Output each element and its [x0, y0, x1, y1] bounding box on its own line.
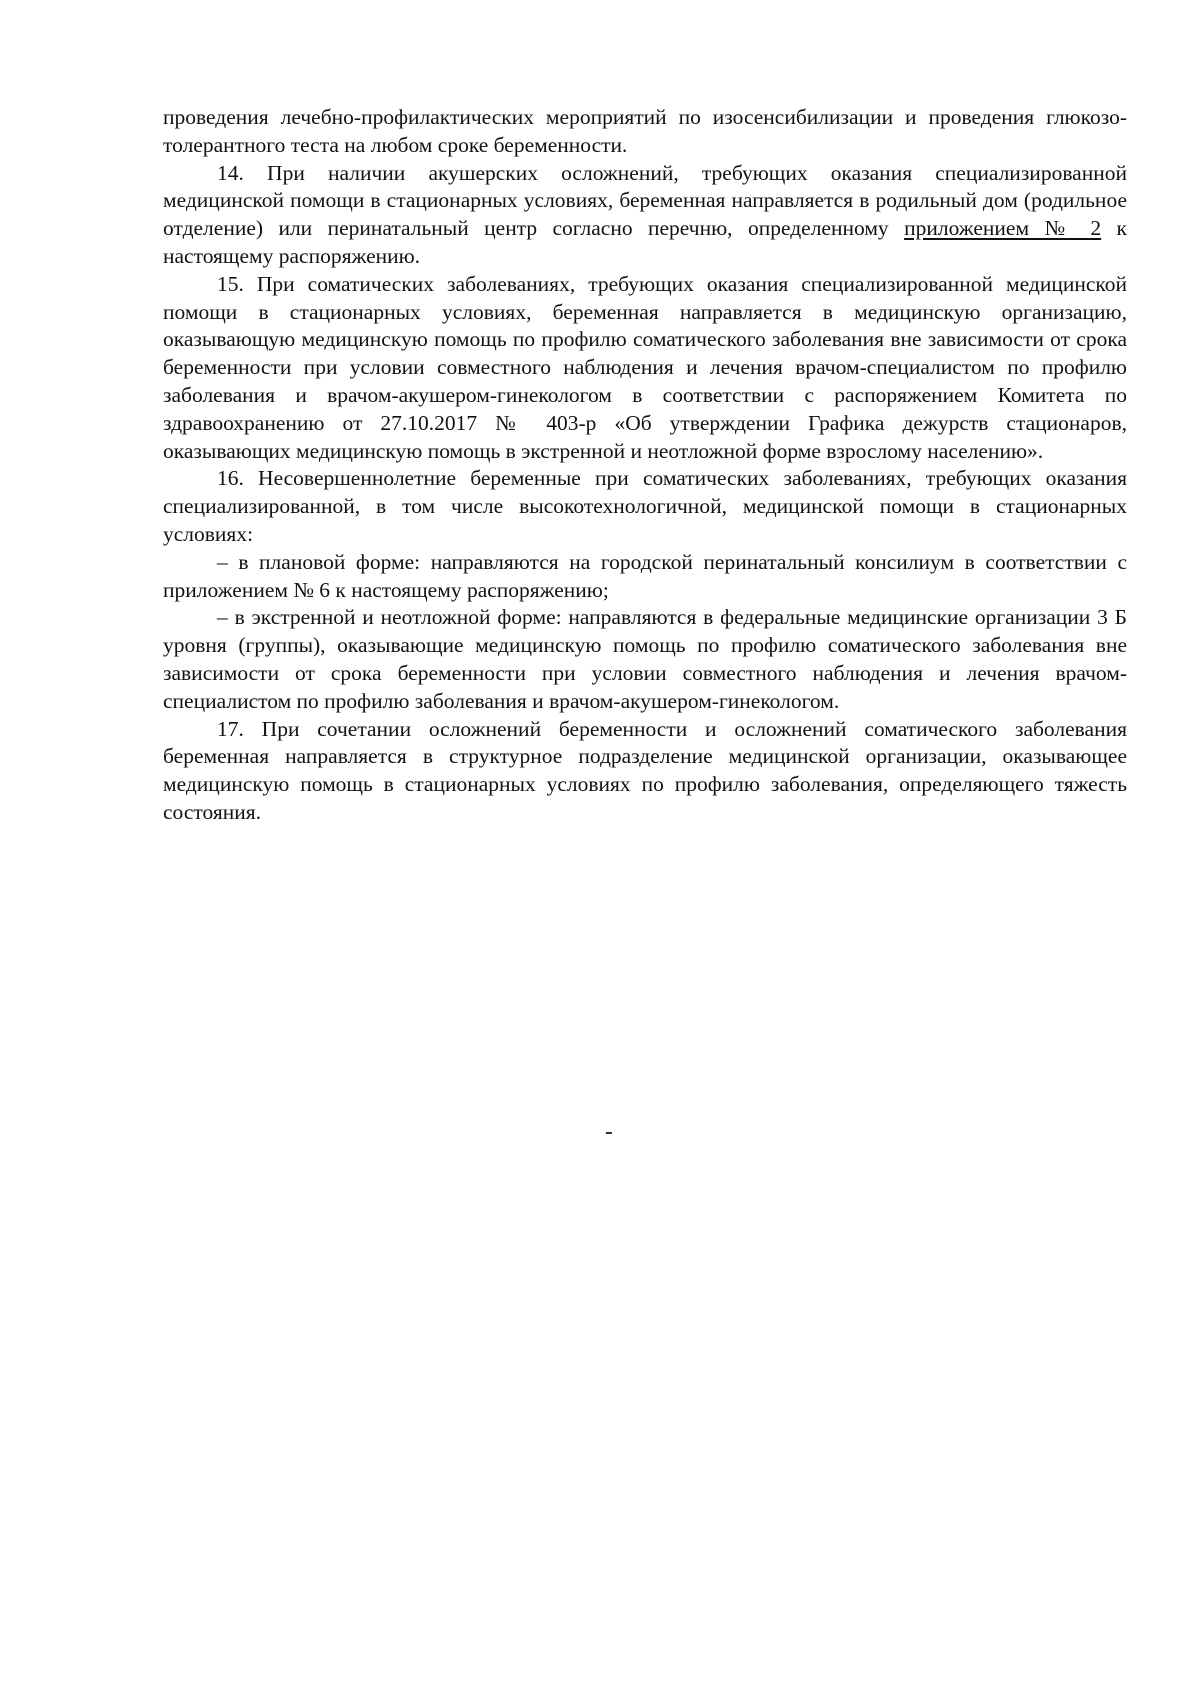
- scan-mark: [606, 1132, 612, 1134]
- paragraph-14-text-after: к настоящему распоряжению.: [163, 216, 1127, 268]
- paragraph-14-text-before: 14. При наличии акушерских осложнений, требующих оказания специализированной медицинской помощи в стационарных условиях, беременная направляется в родильный дом (родильное отделение) или перинатальный центр согласно перечню, определенному: [163, 160, 1127, 241]
- document-body: [163, 104, 1127, 827]
- paragraph-15: 15. При соматических заболеваниях, требующих оказания специализированной медицинской помощи в стационарных условиях, беременная направляется в медицинскую организацию, оказывающую медицинскую помощь по профилю соматического заболевания вне зависимости от срока беременности при условии совместного наблюдения и лечения врачом-специалистом по профилю заболевания и врачом-акушером-гинекологом в соответствии с распоряжением Комитета по здравоохранению от 27.10.2017 № 403-р «Об утверждении Графика дежурств стационаров, оказывающих медицинскую помощь в экстренной и неотложной форме взрослому населению».: [163, 271, 1127, 463]
- paragraph-16: 16. Несовершеннолетние беременные при соматических заболеваниях, требующих оказания специализированной, в том числе высокотехнологичной, медицинской помощи в стационарных условиях:: [163, 466, 1127, 546]
- paragraph-16-item-emergency: – в экстренной и неотложной форме: направляются в федеральные медицинские организации 3 Б уровня (группы), оказывающие медицинскую помощь по профилю соматического заболевания вне зависимости от срока беременности при условии совместного наблюдения и лечения врачом-специалистом по профилю заболевания и врачом-акушером-гинекологом.: [163, 605, 1127, 713]
- paragraph-continuation: проведения лечебно-профилактических мероприятий по изосенсибилизации и проведения глюкозо-толерантного теста на любом сроке беременности.: [163, 105, 1127, 157]
- paragraph-16-item-planned: – в плановой форме: направляются на городской перинатальный консилиум в соответствии с приложением № 6 к настоящему распоряжению;: [163, 549, 1127, 602]
- appendix-2-link[interactable]: приложением № 2: [904, 216, 1102, 241]
- paragraph-14: [163, 160, 1127, 271]
- paragraph-17: 17. При сочетании осложнений беременности и осложнений соматического заболевания беременная направляется в структурное подразделение медицинской организации, оказывающее медицинскую помощь в стационарных условиях по профилю заболевания, определяющего тяжесть состояния.: [163, 716, 1127, 824]
